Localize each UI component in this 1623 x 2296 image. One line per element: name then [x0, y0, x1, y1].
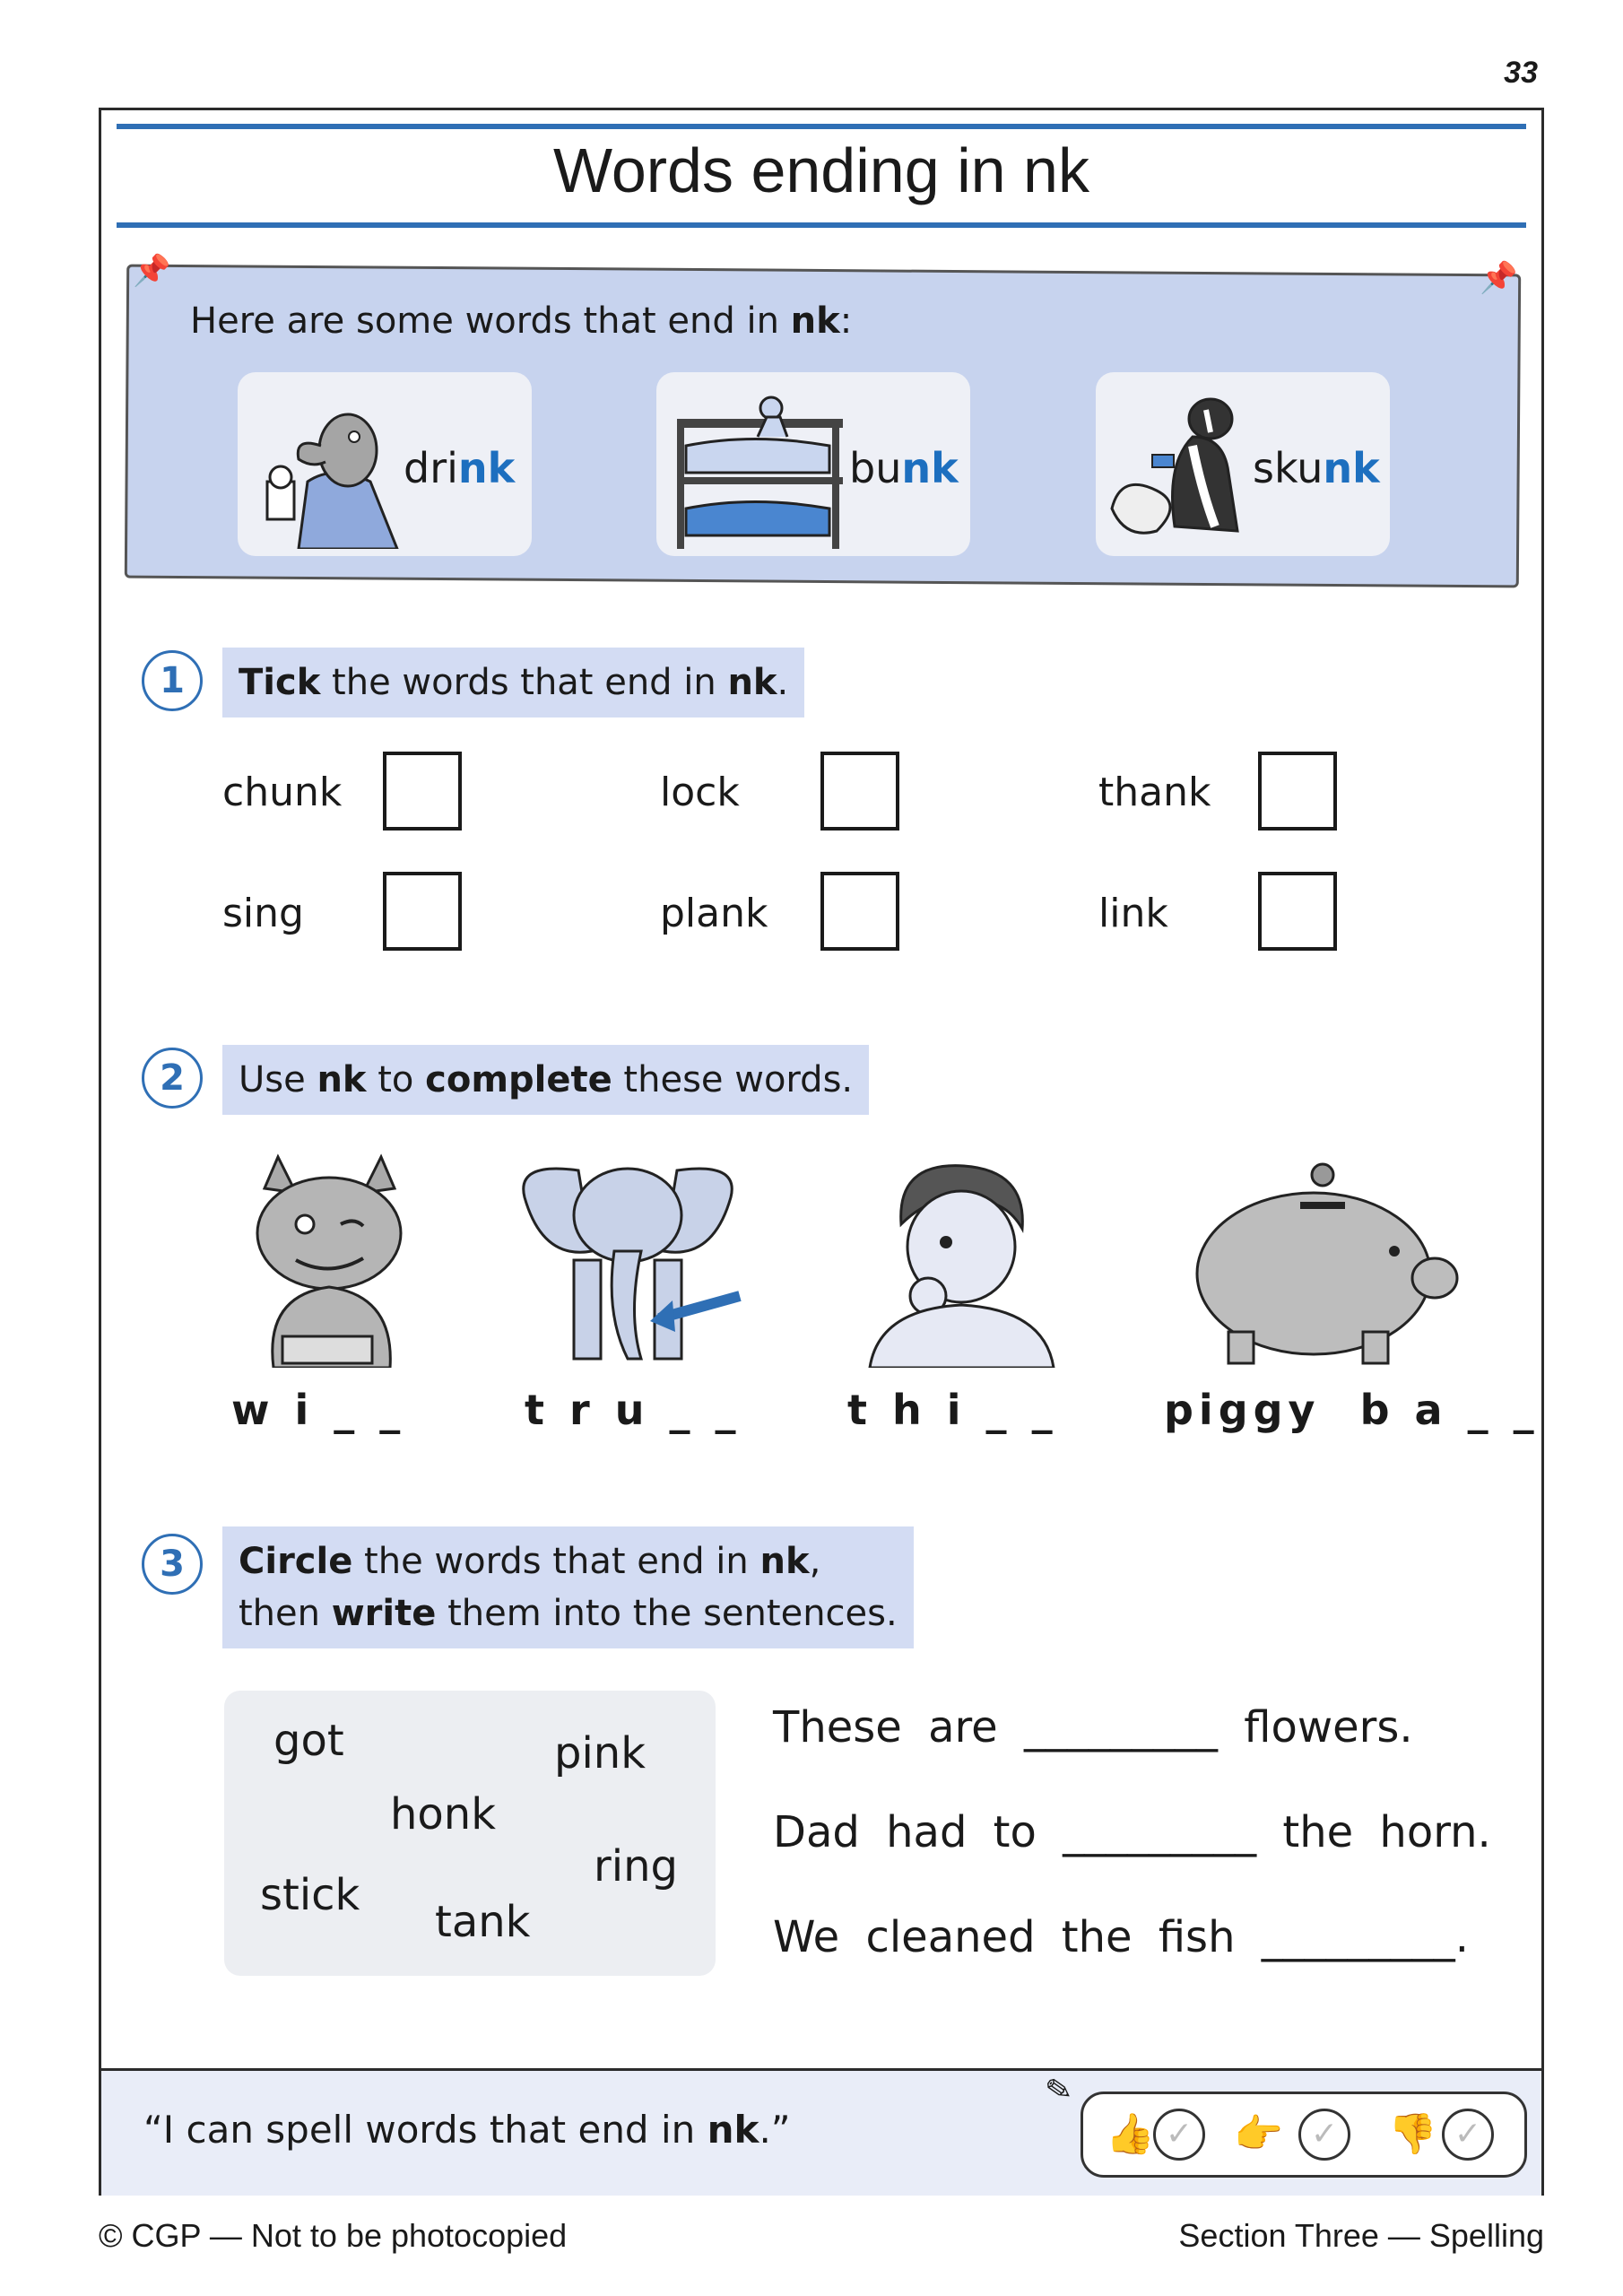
- rating-circle-poor[interactable]: ✓: [1442, 2109, 1494, 2161]
- tick-word: plank: [660, 891, 768, 936]
- word-option[interactable]: pink: [554, 1728, 647, 1779]
- question-1-instruction: Tick the words that end in nk.: [222, 648, 804, 718]
- page-title: Words ending in nk: [553, 135, 1089, 205]
- pin-icon: 📌: [1480, 260, 1518, 296]
- example-card-skunk: [1096, 372, 1390, 556]
- tick-box[interactable]: [383, 752, 462, 831]
- title-bottom-rule: [117, 222, 1526, 228]
- self-rating: [1081, 2092, 1527, 2178]
- rating-circle-good[interactable]: ✓: [1153, 2109, 1205, 2161]
- drinking-man-icon: [245, 383, 406, 549]
- banner-intro: Here are some words that end in nk:: [190, 300, 853, 342]
- section-label: Section Three — Spelling: [1178, 2217, 1544, 2254]
- lynx-winking-icon: [229, 1152, 426, 1368]
- example-card-drink: [238, 372, 532, 556]
- word-box: [224, 1691, 716, 1976]
- example-word-drink: drink: [404, 444, 516, 492]
- tick-box[interactable]: [1258, 752, 1337, 831]
- thumbs-sideways-icon: 👉: [1234, 2111, 1283, 2157]
- self-assessment-statement: “I can spell words that end in nk.”: [143, 2108, 791, 2152]
- word-option[interactable]: ring: [594, 1841, 678, 1892]
- pin-icon: 📌: [133, 253, 171, 289]
- example-card-bunk: [656, 372, 970, 556]
- pencil-icon: ✏: [1036, 2067, 1081, 2113]
- boy-thinking-icon: [861, 1152, 1063, 1368]
- page-number: 33: [1504, 56, 1538, 90]
- example-word-skunk: skunk: [1253, 444, 1380, 492]
- complete-word-piggy-bank: piggy b a _ _: [1164, 1386, 1540, 1434]
- word-option[interactable]: tank: [435, 1897, 531, 1947]
- tick-word: sing: [222, 891, 304, 936]
- copyright-notice: © CGP — Not to be photocopied: [99, 2217, 568, 2254]
- word-option[interactable]: honk: [390, 1789, 497, 1839]
- tick-box[interactable]: [383, 872, 462, 951]
- tick-box[interactable]: [1258, 872, 1337, 951]
- piggy-bank-icon: [1193, 1152, 1462, 1368]
- elephant-trunk-icon: [507, 1152, 749, 1368]
- complete-word-think: t h i _ _: [847, 1386, 1058, 1434]
- question-2-number: 2: [142, 1048, 203, 1109]
- rating-circle-ok[interactable]: ✓: [1298, 2109, 1350, 2161]
- tick-word: thank: [1098, 770, 1211, 815]
- thumbs-up-icon: 👍: [1106, 2111, 1155, 2157]
- complete-word-wink: w i _ _: [231, 1386, 406, 1434]
- sentence-1[interactable]: These are _________ flowers.: [773, 1702, 1413, 1752]
- tick-box[interactable]: [820, 872, 899, 951]
- bunk-bed-icon: [664, 383, 843, 549]
- tick-word: chunk: [222, 770, 343, 815]
- question-2-instruction: Use nk to complete these words.: [222, 1045, 869, 1115]
- word-option[interactable]: got: [273, 1716, 344, 1766]
- tick-word: lock: [660, 770, 740, 815]
- complete-word-trunk: t r u _ _: [525, 1386, 742, 1434]
- question-1-number: 1: [142, 650, 203, 711]
- question-3-number: 3: [142, 1534, 203, 1595]
- sentence-3[interactable]: We cleaned the fish _________.: [773, 1912, 1469, 1962]
- word-option[interactable]: stick: [260, 1870, 360, 1920]
- tick-box[interactable]: [820, 752, 899, 831]
- example-word-bunk: bunk: [849, 444, 959, 492]
- thumbs-down-icon: 👎: [1388, 2111, 1437, 2157]
- title-top-rule: [117, 124, 1526, 129]
- question-3-instruction: Circle the words that end in nk, then write them into the sentences.: [222, 1526, 914, 1648]
- sentence-2[interactable]: Dad had to _________ the horn.: [773, 1807, 1491, 1857]
- skunk-icon: [1103, 383, 1264, 549]
- tick-word: link: [1098, 891, 1168, 936]
